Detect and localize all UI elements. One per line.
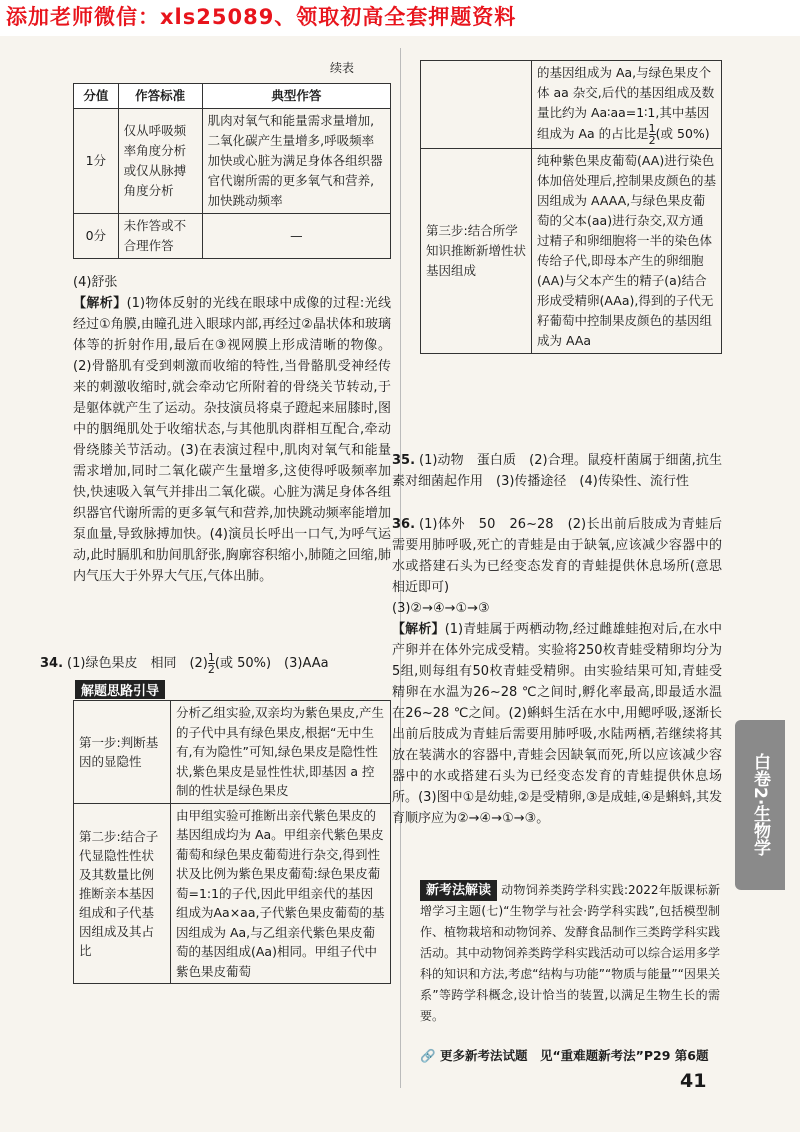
question-number: 35. [392,453,416,468]
answer-cell: 肌肉对氧气和能量需求量增加,二氧化碳产生量增多,呼吸频率加快或心脏为满足身体各组织器官代谢所需的更多氧气和营养,加快跳动频率 [202,109,390,214]
table-row [74,701,391,804]
header-answer: 典型作答 [202,84,390,109]
new-exam-tag: 新考法解读 [420,880,497,901]
q34-answer [40,652,390,675]
score-cell: 0分 [74,214,119,259]
table-row [74,109,391,214]
more-questions [420,1046,720,1064]
step-content: 由甲组实验可推断出亲代紫色果皮的基因组成均为 Aa。甲组亲代紫色果皮葡萄和绿色果皮葡萄进行杂交,得到性状及比例为紫色果皮葡萄:绿色果皮葡萄=1:1的子代,因此甲组亲代的基因组成为Aa×aa,子代紫色果皮葡萄的基因组成为 Aa,与乙组亲代紫色果皮葡萄的基因组成(Aa)相同。甲组子代中紫色果皮葡萄 [171,803,391,984]
continued-label: 续表 [330,61,355,75]
header-score: 分值 [74,84,119,109]
new-exam-method [420,880,720,1027]
q33-item4: (4)舒张 [73,275,118,290]
page-number: 41 [680,1070,707,1092]
guide-heading [75,680,165,699]
score-cell: 1分 [74,109,119,214]
step-content: 的基因组成为 Aa,与绿色果皮个体 aa 杂交,后代的基因组成及数量比约为 Aa∶aa=1∶1,其中基因组成为 Aa 的占比是 $\frac{1}{2}$ (或 50%) [532,61,722,149]
question-number: 36. [392,517,416,532]
standard-cell: 未作答或不合理作答 [118,214,202,259]
q36-text2: (3)②→④→①→③ [392,601,490,616]
step-label: 第二步:结合子代显隐性性状及其数量比例推断亲本基因组成和子代基因组成及其占比 [74,803,171,984]
promo-banner: 添加老师微信：xls25089、领取初高全套押题资料 [0,0,800,36]
solution-steps-table [73,700,391,984]
step-content: 分析乙组实验,双亲均为紫色果皮,产生的子代中具有绿色果皮,根据“无中生有,有为隐性”可知,绿色果皮是隐性性状,紫色果皮是显性性状,即基因 a 控制的性状是绿色果皮 [171,701,391,804]
table-row [421,61,722,149]
link-icon: 🔗 [420,1048,436,1063]
q33-analysis [73,293,391,587]
fraction: $\frac{1}{2}$ [648,122,656,147]
step-content: 纯种紫色果皮葡萄(AA)进行染色体加倍处理后,控制果皮颜色的基因组成为 AAAA,与绿色果皮葡萄的父本(aa)进行杂交,双方通过精子和卵细胞将一半的染色体传给子代,即母本产生的卵细胞(AA)与父本产生的精子(a)结合形成受精卵(AAa),得到的子代无籽葡萄中控制果皮颜色的基因组成为 AAa [532,149,722,354]
more-text: 更多新考法试题 见“重难题新考法”P29 第6题 [439,1048,709,1063]
q35-answer [392,450,722,492]
q36-text1: (1)体外 50 26~28 (2)长出前后肢成为青蛙后需要用肺呼吸,死亡的青蛙是由于缺氧,应该减少容器中的水或搭建石头为已经变态发育的青蛙提供休息场所(意思相近即可) [392,517,722,595]
answer-cell: — [202,214,390,259]
standard-cell: 仅从呼吸频率角度分析或仅从脉搏角度分析 [118,109,202,214]
q34-answer-a: (1)绿色果皮 相同 (2) [67,656,208,671]
step-label: 第一步:判断基因的显隐性 [74,701,171,804]
q33-answer [73,272,391,587]
q36-analysis: 【解析】(1)青蛙属于两栖动物,经过雌雄蛙抱对后,在水中产卵并在体外完成受精。实验将250枚青蛙受精卵均分为5组,则每组有50枚青蛙受精卵。由实验结果可知,青蛙受精卵在水温为26~28 ℃之间时,孵化率最高,即最适水温在26~28 ℃之间。(2)蝌蚪生活在水中,用鳃呼吸,逐渐长出前后肢成为青蛙后需要用肺呼吸,水陆两栖,若继续将其放在装满水的容器中,青蛙会因缺氧而死,所以应该减少容器中的水或搭建石头为已经变态发育的青蛙提供休息场所。(3)图中①是幼蛙,②是受精卵,③是成蛙,④是蝌蚪,其发育顺序应为②→④→①→③。 [392,622,722,826]
table-row [74,214,391,259]
header-standard: 作答标准 [118,84,202,109]
q34-answer-b: (或 50%) (3)AAa [214,656,329,671]
new-exam-text: 动物饲养类跨学科实践:2022年版课标新增学习主题(七)“生物学与社会·跨学科实践”,包括模型制作、植物栽培和动物饲养、发酵食品制作三类跨学科实践活动。其中动物饲养类跨学科实践活动可以综合运用多学科的知识和方法,考虑“结构与功能”“物质与能量”“因果关系”等跨学科概念,设计恰当的装置,以满足生物生长的需要。 [420,883,721,1023]
fraction: $\frac{1}{2}$ [207,651,215,676]
q35-text: (1)动物 蛋白质 (2)合理。鼠疫杆菌属于细菌,抗生素对细菌起作用 (3)传播途径 (4)传染性、流行性 [392,453,722,489]
table-row [74,803,391,984]
question-number: 34. [40,656,64,671]
side-tab: 白卷2·生物学 [735,720,785,890]
analysis-text: (1)物体反射的光线在眼球中成像的过程:光线经过①角膜,由瞳孔进入眼球内部,再经过②晶状体和玻璃体等的折射作用,最后在③视网膜上形成清晰的物像。(2)骨骼肌有受到刺激而收缩的特性,当骨骼肌受神经传来的刺激收缩时,就会牵动它所附着的骨绕关节转动,于是躯体就产生了运动。杂技演员将桌子蹬起来屈膝时,图中的胭绳肌处于收缩状态,与其他肌肉群相互配合,牵动骨绕膝关节活动。(3)在表演过程中,肌肉对氧气和能量需求增加,同时二氧化碳产生量增多,这使得呼吸频率加快,快速吸入氧气并排出二氧化碳。心脏为满足身体各组织器官代谢所需的更多氧气和营养,加快跳动频率能增加泵血量,导致脉搏加快。(4)演员长呼出一口气,为呼气运动,此时膈肌和肋间肌舒张,胸廓容积缩小,肺随之回缩,肺内气压大于外界大气压,气体出肺。 [73,296,391,584]
q36-answer [392,514,722,829]
step-label: 第三步:结合所学知识推断新增性状基因组成 [421,149,532,354]
analysis-label: 【解析】 [73,296,127,311]
solution-steps-table-continued [420,60,722,354]
table-row [421,149,722,354]
step-label [421,61,532,149]
guide-title: 解题思路引导 [75,680,165,699]
scoring-table [73,83,391,259]
